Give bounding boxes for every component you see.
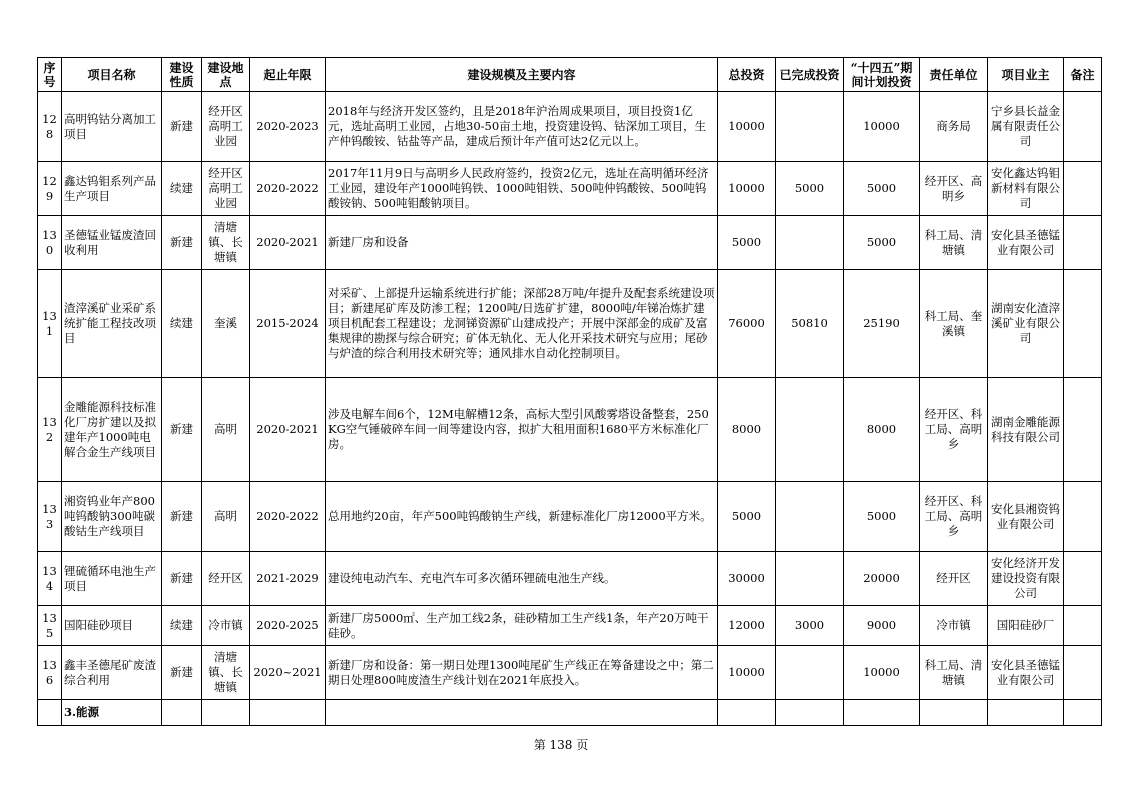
responsible-unit: 经开区、高明乡 <box>920 162 988 216</box>
planned-investment: 5000 <box>844 482 920 552</box>
total-investment: 10000 <box>718 646 776 700</box>
planned-investment: 9000 <box>844 606 920 646</box>
row-number: 133 <box>38 482 62 552</box>
planned-investment: 8000 <box>844 378 920 482</box>
total-investment: 10000 <box>718 162 776 216</box>
project-owner: 安化县圣德锰业有限公司 <box>988 216 1064 270</box>
completed-investment: 3000 <box>776 606 844 646</box>
responsible-unit: 商务局 <box>920 92 988 162</box>
empty-cell <box>844 700 920 726</box>
project-nature: 新建 <box>162 552 202 606</box>
planned-investment: 20000 <box>844 552 920 606</box>
header-total: 总投资 <box>718 58 776 92</box>
header-location: 建设地点 <box>202 58 250 92</box>
project-location: 奎溪 <box>202 270 250 378</box>
project-owner: 安化县湘资钨业有限公司 <box>988 482 1064 552</box>
project-years: 2020-2023 <box>250 92 326 162</box>
section-heading: 3.能源 <box>62 700 162 726</box>
completed-investment <box>776 92 844 162</box>
row-number: 129 <box>38 162 62 216</box>
responsible-unit: 冷市镇 <box>920 606 988 646</box>
project-location: 高明 <box>202 378 250 482</box>
project-note <box>1064 378 1102 482</box>
project-location: 经开区高明工业园 <box>202 92 250 162</box>
project-location: 清塘镇、长塘镇 <box>202 216 250 270</box>
project-owner: 安化鑫达钨钼新材料有限公司 <box>988 162 1064 216</box>
project-owner: 安化经济开发建设投资有限公司 <box>988 552 1064 606</box>
empty-cell <box>250 700 326 726</box>
empty-cell <box>988 700 1064 726</box>
total-investment: 8000 <box>718 378 776 482</box>
total-investment: 5000 <box>718 216 776 270</box>
table-row <box>38 606 1102 646</box>
header-note: 备注 <box>1064 58 1102 92</box>
project-years: 2021-2029 <box>250 552 326 606</box>
completed-investment: 5000 <box>776 162 844 216</box>
empty-cell <box>38 700 62 726</box>
empty-cell <box>920 700 988 726</box>
project-name: 高明钨钴分离加工项目 <box>62 92 162 162</box>
project-years: 2015-2024 <box>250 270 326 378</box>
row-number: 136 <box>38 646 62 700</box>
project-content: 2017年11月9日与高明乡人民政府签约，投资2亿元，选址在高明循环经济工业园，建设年产1000吨钨铁、1000吨钼铁、500吨仲钨酸铵、500吨钨酸铵钠、500吨钼酸钠项目。 <box>326 162 718 216</box>
header-owner: 项目业主 <box>988 58 1064 92</box>
project-note <box>1064 92 1102 162</box>
project-location: 清塘镇、长塘镇 <box>202 646 250 700</box>
responsible-unit: 科工局、奎溪镇 <box>920 270 988 378</box>
project-content: 新建厂房5000㎡、生产加工线2条，硅砂精加工生产线1条，年产20万吨干硅砂。 <box>326 606 718 646</box>
project-note <box>1064 552 1102 606</box>
table-row <box>38 216 1102 270</box>
project-nature: 新建 <box>162 378 202 482</box>
completed-investment <box>776 216 844 270</box>
header-plan: “十四五”期间计划投资 <box>844 58 920 92</box>
completed-investment <box>776 482 844 552</box>
table-row <box>38 552 1102 606</box>
project-owner: 湖南安化渣滓溪矿业有限公司 <box>988 270 1064 378</box>
project-location: 经开区高明工业园 <box>202 162 250 216</box>
row-number: 128 <box>38 92 62 162</box>
project-name: 圣德锰业锰废渣回收利用 <box>62 216 162 270</box>
project-content: 涉及电解车间6个，12M电解槽12条，高标大型引风酸雾塔设备整套，250KG空气锤破碎车间一间等建设内容，拟扩大租用面积1680平方米标准化厂房。 <box>326 378 718 482</box>
header-dept: 责任单位 <box>920 58 988 92</box>
empty-cell <box>718 700 776 726</box>
project-content: 对采矿、上部提升运输系统进行扩能；深部28万吨/年提升及配套系统建设项目；新建尾矿库及防渗工程；1200吨/日选矿扩建，8000吨/年锑冶炼扩建项目机配套工程建设；龙洞锑资源矿山建成投产；开展中深部金的成矿及富集规律的勘探与综合研究；矿体无轨化、无人化开采技术研究与应用；尾砂与炉渣的综合利用技术研究等；通风排水自动化控制项目。 <box>326 270 718 378</box>
project-years: 2020-2021 <box>250 378 326 482</box>
table-body <box>38 92 1102 726</box>
table-row <box>38 646 1102 700</box>
project-years: 2020-2022 <box>250 162 326 216</box>
project-content: 新建厂房和设备 <box>326 216 718 270</box>
empty-cell <box>162 700 202 726</box>
page-number: 第 138 页 <box>533 738 589 752</box>
empty-cell <box>202 700 250 726</box>
row-number: 135 <box>38 606 62 646</box>
header-done: 已完成投资 <box>776 58 844 92</box>
empty-cell <box>776 700 844 726</box>
table-row <box>38 270 1102 378</box>
project-note <box>1064 606 1102 646</box>
project-name: 湘资钨业年产800吨钨酸钠300吨碳酸钴生产线项目 <box>62 482 162 552</box>
row-number: 131 <box>38 270 62 378</box>
header-years: 起止年限 <box>250 58 326 92</box>
project-years: 2020~2021 <box>250 646 326 700</box>
project-name: 锂硫循环电池生产项目 <box>62 552 162 606</box>
planned-investment: 25190 <box>844 270 920 378</box>
total-investment: 10000 <box>718 92 776 162</box>
header-nature: 建设性质 <box>162 58 202 92</box>
project-nature: 续建 <box>162 162 202 216</box>
responsible-unit: 经开区、科工局、高明乡 <box>920 378 988 482</box>
header-row <box>38 58 1102 92</box>
project-content: 建设纯电动汽车、充电汽车可多次循环锂硫电池生产线。 <box>326 552 718 606</box>
empty-cell <box>326 700 718 726</box>
project-nature: 新建 <box>162 92 202 162</box>
row-number: 132 <box>38 378 62 482</box>
project-owner: 宁乡县长益金属有限责任公司 <box>988 92 1064 162</box>
project-note <box>1064 270 1102 378</box>
project-name: 渣滓溪矿业采矿系统扩能工程技改项目 <box>62 270 162 378</box>
header-name: 项目名称 <box>62 58 162 92</box>
header-content: 建设规模及主要内容 <box>326 58 718 92</box>
project-location: 高明 <box>202 482 250 552</box>
project-name: 金雕能源科技标准化厂房扩建以及拟建年产1000吨电解合金生产线项目 <box>62 378 162 482</box>
empty-cell <box>1064 700 1102 726</box>
completed-investment: 50810 <box>776 270 844 378</box>
project-note <box>1064 162 1102 216</box>
responsible-unit: 科工局、清塘镇 <box>920 216 988 270</box>
project-content: 总用地约20亩，年产500吨钨酸钠生产线，新建标准化厂房12000平方米。 <box>326 482 718 552</box>
total-investment: 12000 <box>718 606 776 646</box>
total-investment: 5000 <box>718 482 776 552</box>
project-content: 2018年与经济开发区签约，且是2018年沪治周成果项目，项目投资1亿元，选址高明工业园，占地30-50亩土地，投资建设钨、钴深加工项目，生产仲钨酸铵、钴盐等产品，建成后预计年产值可达2亿元以上。 <box>326 92 718 162</box>
table-row <box>38 378 1102 482</box>
project-location: 冷市镇 <box>202 606 250 646</box>
table-row <box>38 482 1102 552</box>
planned-investment: 10000 <box>844 646 920 700</box>
section-row <box>38 700 1102 726</box>
project-nature: 续建 <box>162 270 202 378</box>
responsible-unit: 科工局、清塘镇 <box>920 646 988 700</box>
project-nature: 新建 <box>162 646 202 700</box>
project-note <box>1064 646 1102 700</box>
project-name: 国阳硅砂项目 <box>62 606 162 646</box>
total-investment: 76000 <box>718 270 776 378</box>
project-note <box>1064 482 1102 552</box>
project-name: 鑫丰圣德尾矿废渣综合利用 <box>62 646 162 700</box>
completed-investment <box>776 378 844 482</box>
project-nature: 新建 <box>162 482 202 552</box>
completed-investment <box>776 646 844 700</box>
project-content: 新建厂房和设备：第一期日处理1300吨尾矿生产线正在筹备建设之中；第二期日处理800吨废渣生产线计划在2021年底投入。 <box>326 646 718 700</box>
row-number: 134 <box>38 552 62 606</box>
total-investment: 30000 <box>718 552 776 606</box>
project-owner: 湖南金雕能源科技有限公司 <box>988 378 1064 482</box>
row-number: 130 <box>38 216 62 270</box>
planned-investment: 10000 <box>844 92 920 162</box>
project-name: 鑫达钨钼系列产品生产项目 <box>62 162 162 216</box>
header-no: 序号 <box>38 58 62 92</box>
project-nature: 新建 <box>162 216 202 270</box>
table-row <box>38 162 1102 216</box>
project-table <box>37 57 1102 726</box>
planned-investment: 5000 <box>844 216 920 270</box>
project-note <box>1064 216 1102 270</box>
planned-investment: 5000 <box>844 162 920 216</box>
responsible-unit: 经开区 <box>920 552 988 606</box>
project-owner: 国阳硅砂厂 <box>988 606 1064 646</box>
project-nature: 续建 <box>162 606 202 646</box>
responsible-unit: 经开区、科工局、高明乡 <box>920 482 988 552</box>
project-location: 经开区 <box>202 552 250 606</box>
project-years: 2020-2022 <box>250 482 326 552</box>
project-years: 2020-2021 <box>250 216 326 270</box>
project-years: 2020-2025 <box>250 606 326 646</box>
project-owner: 安化县圣德锰业有限公司 <box>988 646 1064 700</box>
completed-investment <box>776 552 844 606</box>
table-row <box>38 92 1102 162</box>
